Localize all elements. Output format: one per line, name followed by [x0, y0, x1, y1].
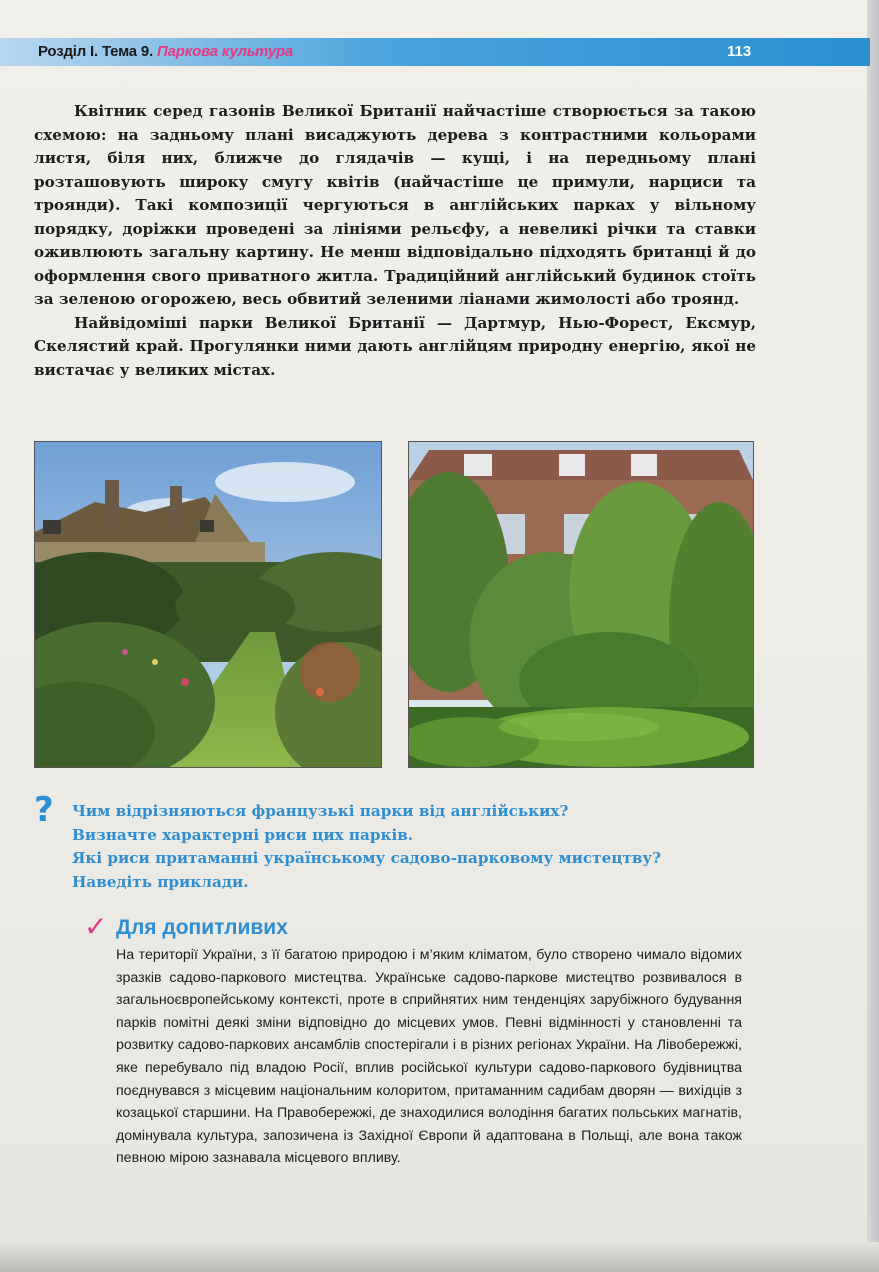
page-number: 113 [727, 43, 752, 60]
running-header [38, 41, 293, 63]
page-edge-right [867, 0, 879, 1272]
question-mark-icon: ? [34, 790, 54, 830]
checkmark-icon: ✓ [84, 910, 108, 943]
body-text [34, 100, 756, 382]
garden-photo [34, 441, 382, 768]
paragraph: Найвідоміші парки Великої Британії — Дартмур, Нью-Форест, Ексмур, Скелястий край. Прогулянки ними дають англійцям природну енергію, якої не вистачає у великих містах. [34, 313, 756, 379]
question-item: Чим відрізняються французькі парки від англійських? [72, 802, 569, 820]
paragraph: Квітник серед газонів Великої Британії найчастіше створюється за такою схемою: на задньому плані висаджують дерева з контрастними кольорами листя, біля них, ближче до глядачів — кущі, і на передньому плані розташовують широку смугу квітів (найчастіше це примули, нарциси та троянди). Такі композиції чергуються в англійських парках у вільному порядку, доріжки проведені за лініями рельєфу, а невеликі річки та ставки оживлюють загальну картину. Не менш відповідально підходять британці й до оформлення свого приватного житла. Традиційний англійський будинок стоїть за зеленою огорожею, весь обвитий зеленими ліанами жимолості або троянд. [34, 102, 756, 308]
for-curious-text: На території України, з її багатою природою і м’яким кліматом, було створено чимало відомих зразків садово-паркового мистецтва. Українське садово-паркове мистецтво розвивалося в загальноєвропейському контексті, проте в сприйнятих ним тенденціях зарубіжного будування парків помітні деякі зміни відповідно до місцевих умов. Певні відмінності у становленні та розвитку садово-паркових ансамблів спостерігали і в різних регіонах України. На Лівобережжі, яке перебувало під владою Росії, вплив російської культури садово-паркового будівництва поєднувався з місцевим національним колоритом, притаманним садибам дворян — вихідців з козацької старшини. На Правобережжі, де знаходилися володіння багатих польських магнатів, домінувала культура, запозичена із Західної Європи й адаптована в Польщі, але вона також певною мірою зазнавала місцевого впливу. [116, 947, 742, 1167]
page-edge-bottom [0, 1242, 879, 1272]
question-item: Визначте характерні риси цих парків. [72, 825, 414, 844]
section-label: Розділ І. Тема 9. [38, 43, 154, 60]
question-item: Наведіть приклади. [72, 872, 249, 891]
question-item: Які риси притаманні українському садово-парковому мистецтву? [72, 849, 662, 867]
questions-block [72, 800, 772, 894]
for-curious-title: Для допитливих [116, 916, 288, 939]
house-photo [408, 441, 754, 768]
topic-label: Паркова культура [157, 43, 294, 60]
